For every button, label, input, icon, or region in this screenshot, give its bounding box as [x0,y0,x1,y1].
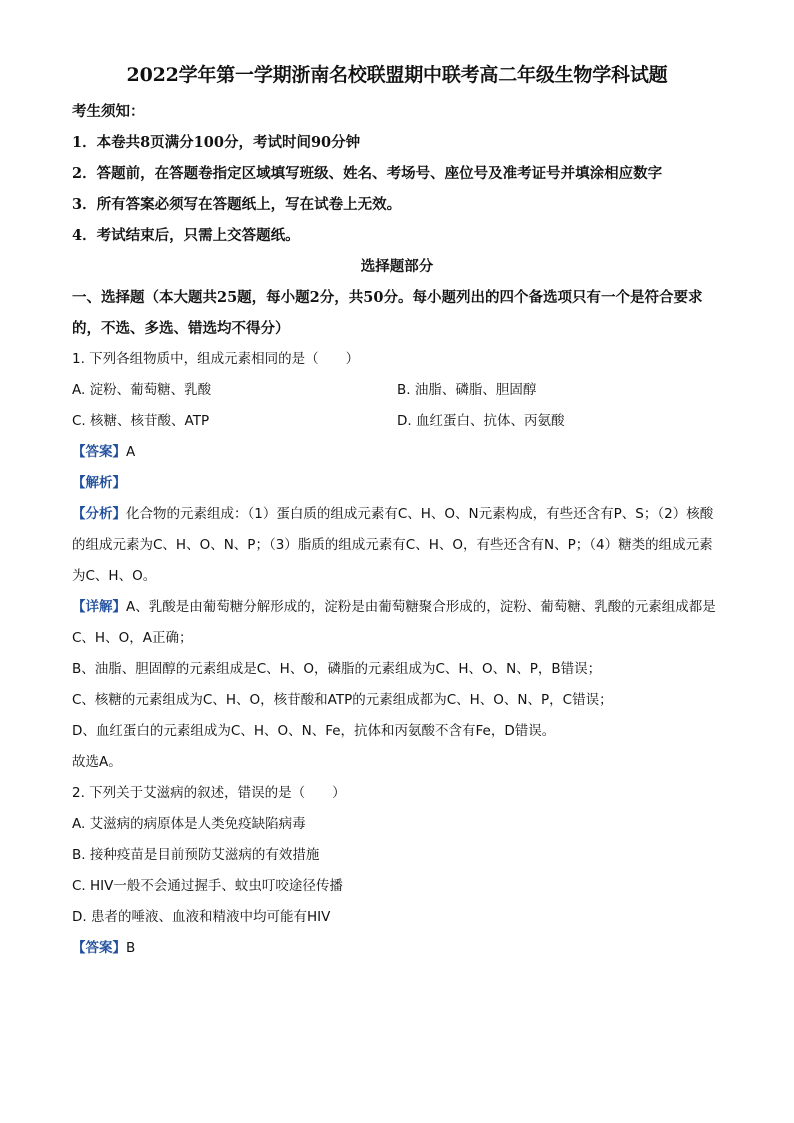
question-1-detail-d: D、血红蛋白的元素组成为C、H、O、N、Fe，抗体和丙氨酸不含有Fe，D错误。 [72,723,556,739]
question-1-fenxi [72,499,722,592]
detail-tag: 【详解】 [72,599,126,615]
notice-heading: 考生须知： [72,103,145,120]
answer-value: A [126,444,136,460]
question-1-option-d: D. 血红蛋白、抗体、丙氨酸 [397,413,565,429]
fenxi-text: 化合物的元素组成：（1）蛋白质的组成元素有C、H、O、N元素构成，有些还含有P、S；（2）核酸的组成元素为C、H、O、N、P；（3）脂质的组成元素有C、H、O，有些还含有N、P；（4）糖类的组成元素为C、H、O。 [72,506,714,584]
question-1-stem: 1. 下列各组物质中，组成元素相同的是（ ） [72,351,360,367]
detail-text: A、乳酸是由葡萄糖分解形成的，淀粉是由葡萄糖聚合形成的，淀粉、葡萄糖、乳酸的元素组成都是C、H、O，A正确； [72,599,716,646]
question-2-option-a: A. 艾滋病的病原体是人类免疫缺陷病毒 [72,816,306,832]
question-2-option-c: C. HIV一般不会通过握手、蚊虫叮咬途径传播 [72,878,343,894]
question-1-answer [72,437,722,468]
question-1-options-row-1 [72,375,722,406]
page-title: 2022学年第一学期浙南名校联盟期中联考高二年级生物学科试题 [126,64,668,86]
question-2-stem: 2. 下列关于艾滋病的叙述，错误的是（ ） [72,785,346,801]
question-2-option-d: D. 患者的唾液、血液和精液中均可能有HIV [72,909,331,925]
question-1-option-c: C. 核糖、核苷酸、ATP [72,413,210,429]
question-1-analysis-heading [72,468,722,499]
answer-value: B [126,940,136,956]
question-1-detail-b: B、油脂、胆固醇的元素组成是C、H、O，磷脂的元素组成为C、H、O、N、P，B错误； [72,661,602,677]
fenxi-tag: 【分析】 [72,506,126,522]
notice-item-1: 1．本卷共8页满分100分，考试时间90分钟 [72,134,361,151]
question-1-options-row-2 [72,406,722,437]
notice-item-3: 3．所有答案必须写在答题纸上，写在试卷上无效。 [72,196,402,213]
question-1-detail-c: C、核糖的元素组成为C、H、O，核苷酸和ATP的元素组成都为C、H、O、N、P，C错误； [72,692,613,708]
question-2-answer [72,933,722,964]
notice-item-4: 4．考试结束后，只需上交答题纸。 [72,227,300,244]
answer-tag: 【答案】 [72,444,126,460]
question-2-option-b: B. 接种疫苗是目前预防艾滋病的有效措施 [72,847,320,863]
question-1-detail [72,592,722,654]
part-heading: 一、选择题（本大题共25题，每小题2分，共50分。每小题列出的四个备选项只有一个是符合要求的，不选、多选、错选均不得分） [72,289,703,337]
question-1-option-a: A. 淀粉、葡萄糖、乳酸 [72,382,212,398]
answer-tag: 【答案】 [72,940,126,956]
question-1-option-b: B. 油脂、磷脂、胆固醇 [397,382,537,398]
analysis-tag: 【解析】 [72,475,126,491]
notice-item-2: 2．答题前，在答题卷指定区域填写班级、姓名、考场号、座位号及准考证号并填涂相应数字 [72,165,663,182]
question-1-conclusion: 故选A。 [72,754,122,770]
section-title: 选择题部分 [360,258,434,275]
exam-page [72,62,722,964]
